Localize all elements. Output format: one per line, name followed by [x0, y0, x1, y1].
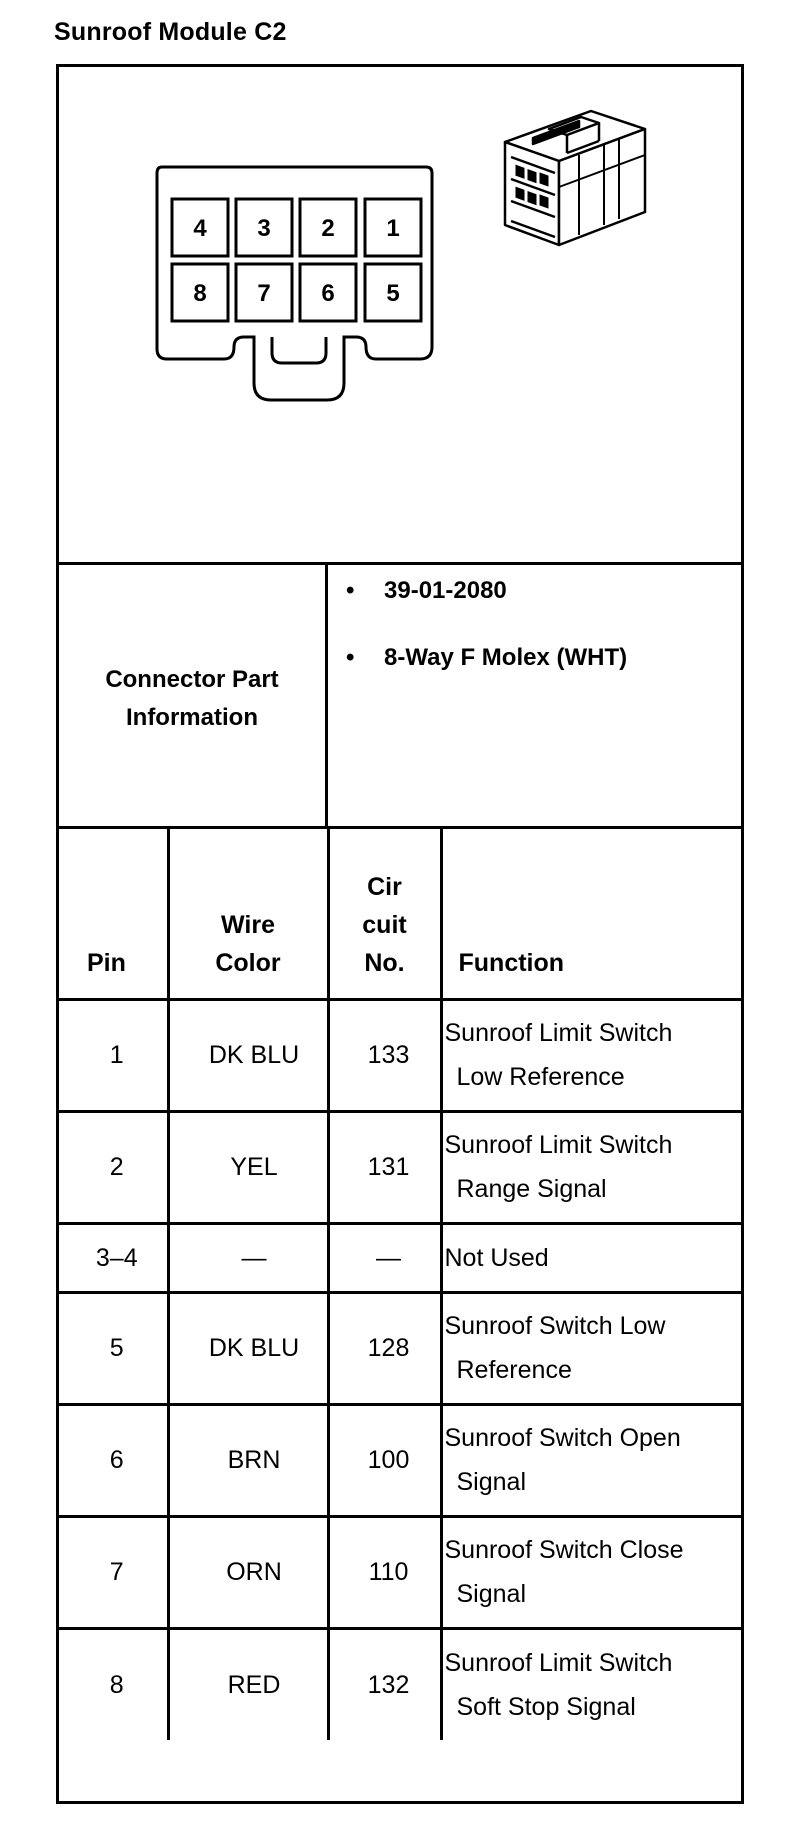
cell-function: Sunroof Switch Close Signal — [441, 1516, 741, 1628]
connector-info-label-line2: Information — [125, 703, 258, 731]
table-row — [59, 1516, 741, 1628]
cell-pin: 6 — [59, 1404, 168, 1516]
cell-circuit-no: 100 — [328, 1404, 441, 1516]
pin-number: 4 — [193, 215, 207, 242]
cell-circuit-no: 110 — [328, 1516, 441, 1628]
cell-wire-color: ORN — [168, 1516, 328, 1628]
pin-number: 8 — [193, 280, 207, 307]
header-circuit-no: Cir cuit No. — [328, 829, 441, 999]
cell-pin: 5 — [59, 1292, 168, 1404]
connector-info-label — [59, 565, 328, 826]
cell-pin: 8 — [59, 1628, 168, 1740]
table-row — [59, 1292, 741, 1404]
cell-function: Sunroof Switch Open Signal — [441, 1404, 741, 1516]
table-header-row — [59, 829, 741, 999]
pin-number: 6 — [321, 280, 335, 307]
cell-pin: 3–4 — [59, 1223, 168, 1292]
connector-info-section — [59, 565, 741, 829]
pin-number: 5 — [386, 280, 400, 307]
connector-description: 8-Way F Molex (WHT) — [384, 644, 628, 671]
cell-circuit-no: — — [328, 1223, 441, 1292]
cell-pin: 1 — [59, 999, 168, 1111]
connector-diagram-section — [59, 67, 741, 565]
pin-cavities — [172, 199, 421, 321]
cell-pin: 7 — [59, 1516, 168, 1628]
cell-wire-color: YEL — [168, 1111, 328, 1223]
header-function: Function — [441, 829, 741, 999]
table-row — [59, 1404, 741, 1516]
cell-wire-color: BRN — [168, 1404, 328, 1516]
table-row — [59, 1628, 741, 1740]
pin-number: 1 — [386, 215, 400, 242]
cell-circuit-no: 132 — [328, 1628, 441, 1740]
cell-function: Sunroof Limit Switch Soft Stop Signal — [441, 1628, 741, 1740]
cell-wire-color: RED — [168, 1628, 328, 1740]
table-row — [59, 999, 741, 1111]
cell-circuit-no: 131 — [328, 1111, 441, 1223]
cell-pin: 2 — [59, 1111, 168, 1223]
part-number: 39-01-2080 — [384, 577, 507, 604]
bullet-icon: • — [346, 644, 355, 671]
header-pin: Pin — [59, 829, 168, 999]
cell-wire-color: DK BLU — [168, 999, 328, 1111]
connector-info-label-line1: Connector Part — [105, 665, 279, 693]
bullet-icon: • — [346, 577, 355, 604]
pin-number: 3 — [257, 215, 271, 242]
table-row — [59, 1111, 741, 1223]
cell-function: Sunroof Limit Switch Low Reference — [441, 999, 741, 1111]
table-row — [59, 1223, 741, 1292]
connector-3d-illustration — [505, 111, 645, 245]
cell-circuit-no: 133 — [328, 999, 441, 1111]
cell-wire-color: DK BLU — [168, 1292, 328, 1404]
pin-table — [59, 829, 741, 1740]
connector-diagram — [59, 67, 741, 562]
page-title: Sunroof Module C2 — [54, 18, 287, 46]
cell-wire-color: — — [168, 1223, 328, 1292]
cell-function: Sunroof Limit Switch Range Signal — [441, 1111, 741, 1223]
pin-number: 7 — [257, 280, 271, 307]
connector-latch — [272, 337, 326, 363]
cell-function: Sunroof Switch Low Reference — [441, 1292, 741, 1404]
cell-circuit-no: 128 — [328, 1292, 441, 1404]
connector-info-item — [346, 577, 507, 605]
connector-info-item — [346, 644, 627, 672]
connector-table-frame — [56, 64, 744, 1804]
pin-number: 2 — [321, 215, 335, 242]
header-wire-color: Wire Color — [168, 829, 328, 999]
cell-function: Not Used — [441, 1223, 741, 1292]
